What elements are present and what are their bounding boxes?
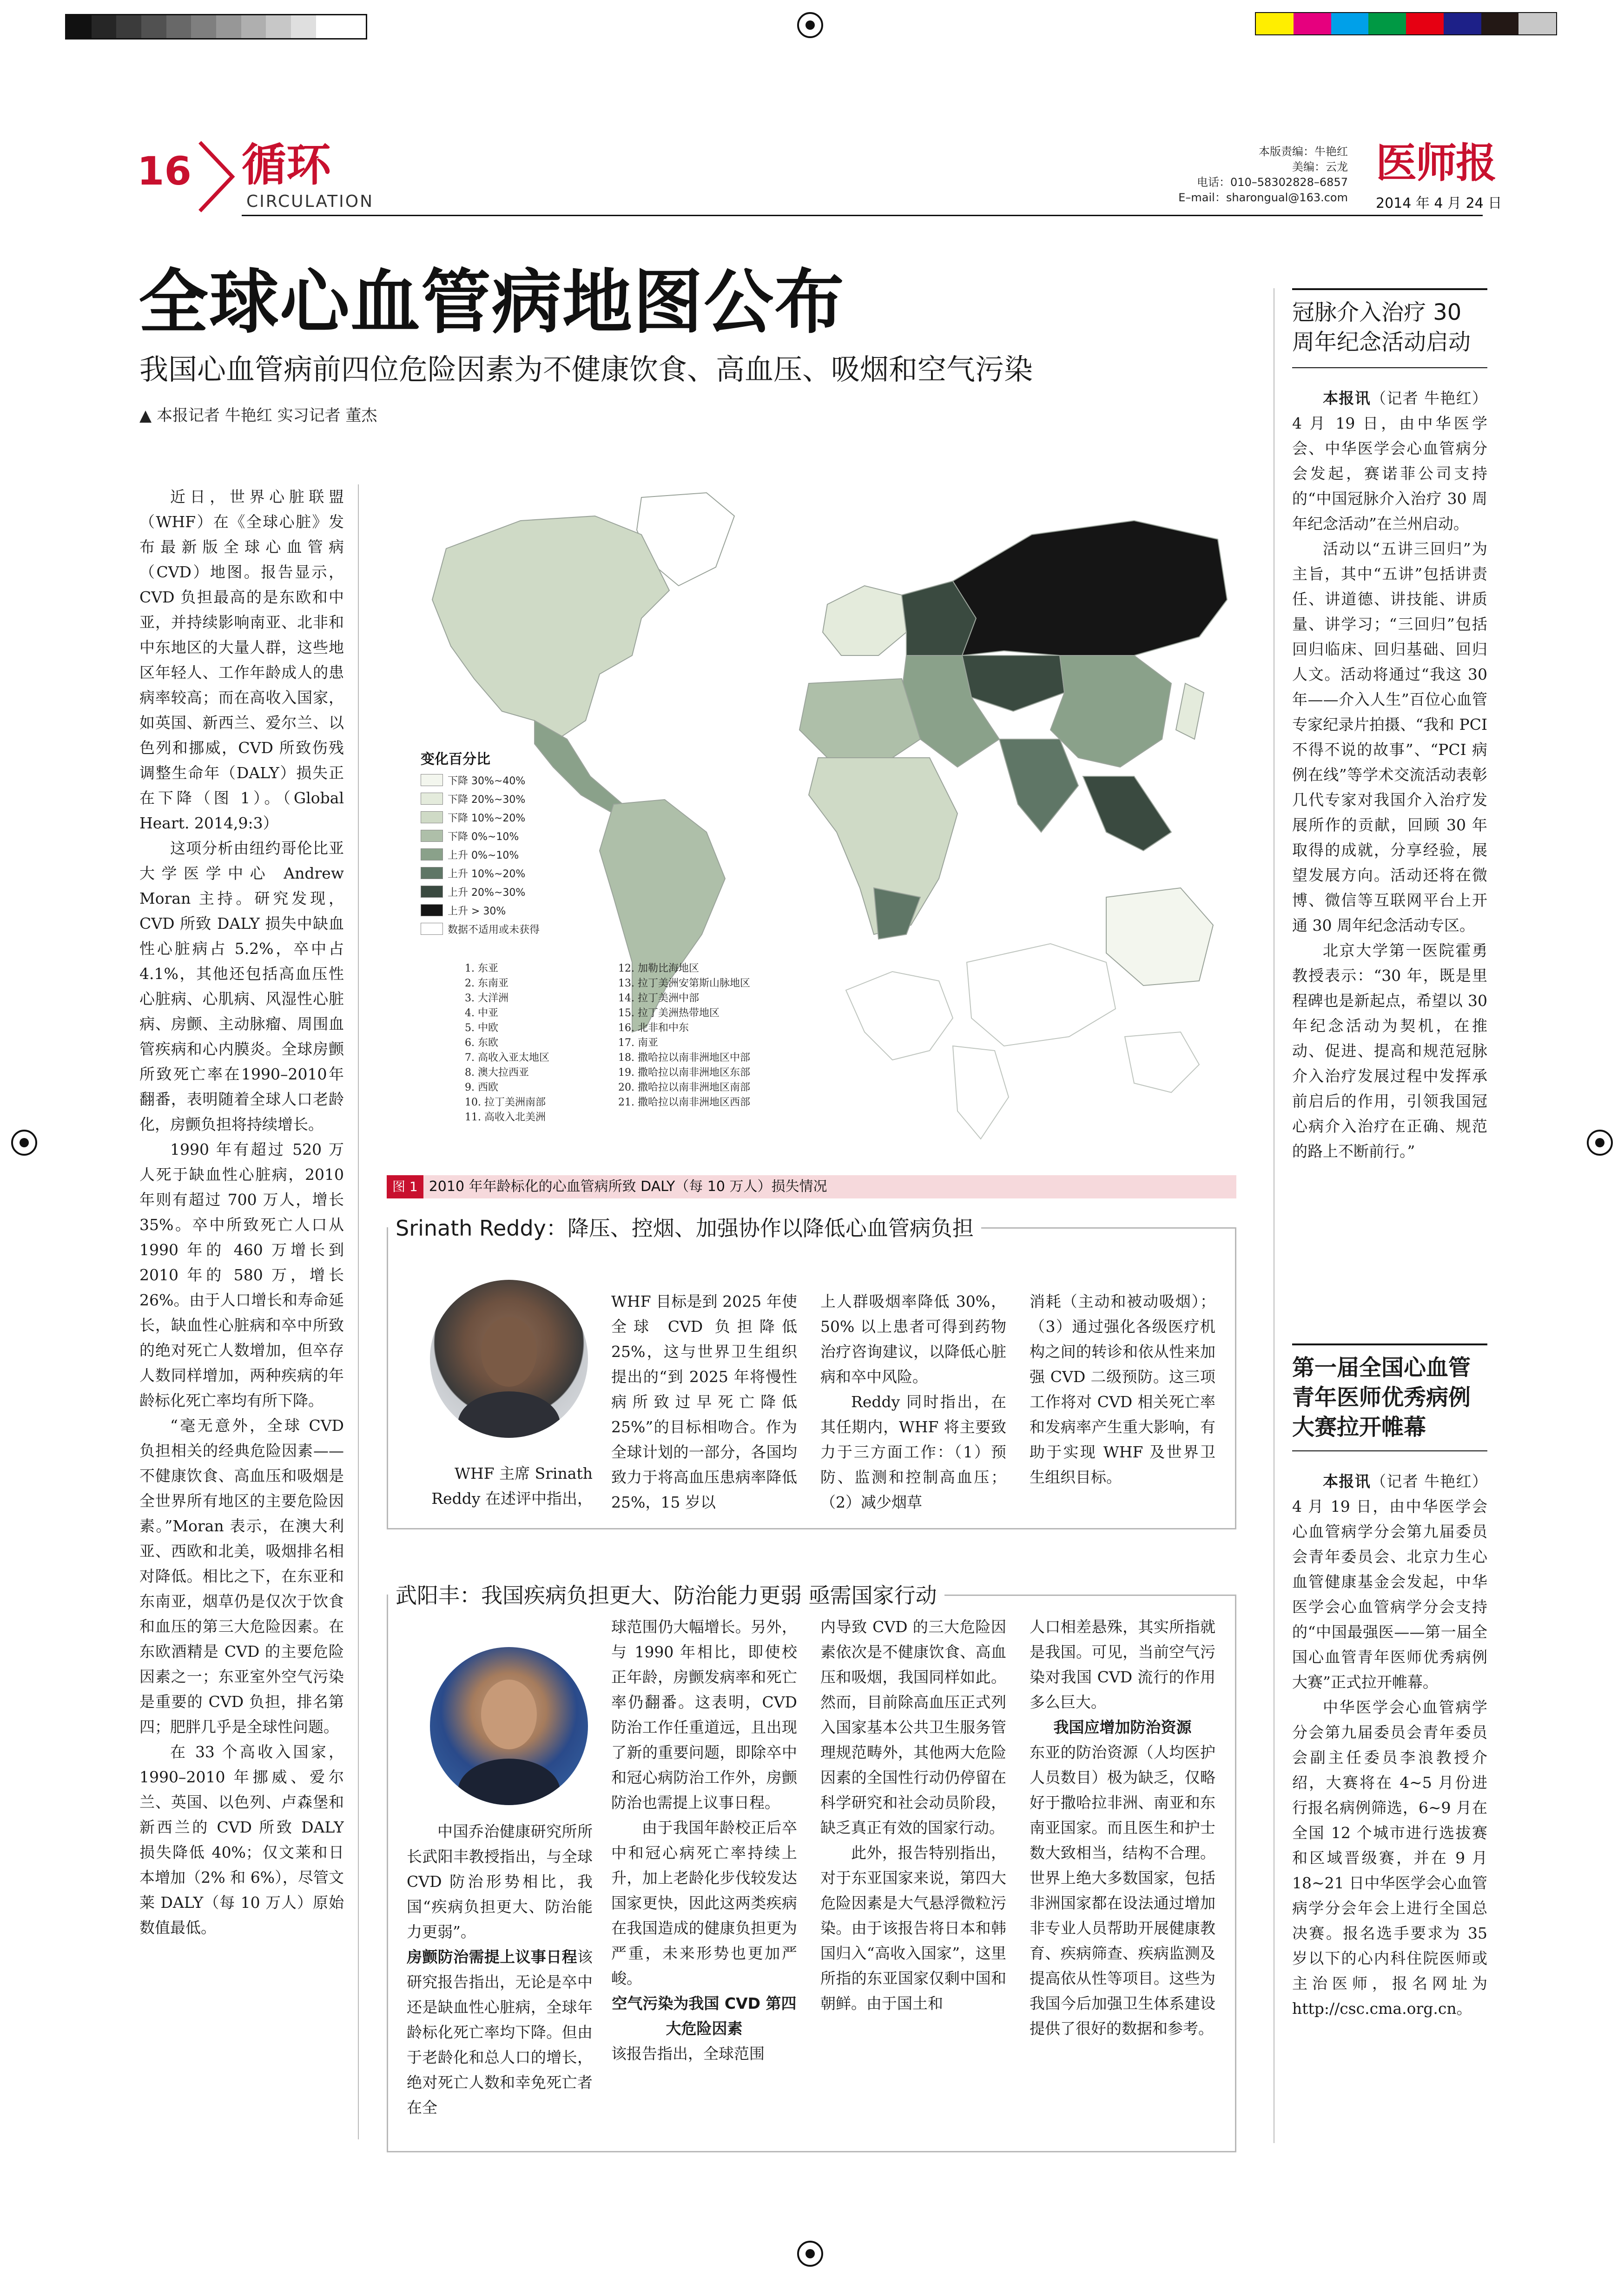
legend-swatch <box>421 793 443 805</box>
legend-label: 下降 30%~40% <box>448 775 526 787</box>
region-item: 19. 撒哈拉以南非洲地区东部 <box>618 1067 750 1079</box>
figure-caption-text: 2010 年年龄标化的心血管病所致 DALY（每 10 万人）损失情况 <box>429 1178 827 1195</box>
legend-item <box>421 882 588 901</box>
gray-swatch <box>191 15 216 38</box>
legend-swatch <box>421 867 443 879</box>
article-column-1 <box>139 484 344 2144</box>
map-legend <box>421 748 588 938</box>
map-china <box>1050 655 1171 767</box>
section-title: 循环 <box>242 139 331 191</box>
legend-item <box>421 808 588 827</box>
box2-photo <box>430 1647 588 1805</box>
interview-box-1 <box>387 1216 1236 1529</box>
gray-swatch <box>241 15 266 38</box>
map-russia <box>953 521 1227 655</box>
box2-heading: 武阳丰：我国疾病负担更大、防治能力更弱 亟需国家行动 <box>388 1582 944 1609</box>
news2-title-rule <box>1292 1450 1487 1451</box>
registration-mark-right <box>1587 1130 1613 1156</box>
region-item: 7. 高收入亚太地区 <box>465 1052 549 1064</box>
map-southeast-asia <box>1083 776 1171 851</box>
color-registration-bar <box>1255 12 1557 35</box>
gray-swatch <box>66 15 92 38</box>
news1-title: 冠脉介入治疗 30 周年纪念活动启动 <box>1292 299 1471 355</box>
legend-swatch <box>421 811 443 823</box>
inset-oceania <box>1125 1032 1199 1092</box>
paragraph: 此外，报告特别指出，对于东亚国家来说，第四大危险因素是大气悬浮微粒污染。由于该报告将日本和韩国归入“高收入国家”，这里所指的东亚国家仅剩中国和朝鲜。由于国土和 <box>820 1844 1006 2012</box>
gray-swatch <box>266 15 291 38</box>
legend-swatch <box>421 923 443 935</box>
article-byline: ▲ 本报记者 牛艳红 实习记者 董杰 <box>139 406 377 425</box>
paragraph: 上人群吸烟率降低 30%，50% 以上患者可得到药物治疗咨询建议，以降低心脏病和卒中风险。 <box>820 1292 1006 1386</box>
gray-swatch <box>316 15 341 38</box>
region-item: 6. 东欧 <box>465 1037 498 1049</box>
article-subtitle: 我国心血管病前四位危险因素为不健康饮食、高血压、吸烟和空气污染 <box>139 352 1033 386</box>
color-swatch <box>1444 13 1481 34</box>
email: E–mail：sharongual@163.com <box>1178 191 1348 204</box>
news1-body <box>1292 386 1487 1339</box>
legend-label: 下降 0%~10% <box>448 831 519 843</box>
box1-col-c <box>820 1289 1006 1522</box>
box2-col-b: 球范围仍大幅增长。另外，与 1990 年相比，即使校正年龄，房颤发病率和死亡率仍翻番。这表明，CVD 防治工作任重道远，且出现了新的重要问题，即除卒中和冠心病防治工作外，房颤防治也需提上议事日程。 由于我国年龄校正后卒中和冠心病死亡率持续上升，加上老龄化步伐较发达国家更快，因此这两类疾病在我国造成的健康负担更为严重，未来形势也更加严峻。 空气污染为我国 CVD 第四大危险因素 该报告指出，全球范围 <box>611 1615 797 2144</box>
legend-item <box>421 845 588 864</box>
news2-title: 第一届全国心血管青年医师优秀病例大赛拉开帷幕 <box>1292 1355 1471 1440</box>
legend-swatch <box>421 830 443 842</box>
region-item: 15. 拉丁美洲热带地区 <box>618 1007 720 1019</box>
sidebar-top-rule <box>1292 288 1487 290</box>
map-australia <box>1106 888 1213 986</box>
color-swatch <box>1256 13 1294 34</box>
legend-label: 下降 10%~20% <box>448 812 526 824</box>
gray-swatch <box>291 15 316 38</box>
box2-col-d: 人口相差悬殊，其实所指就是我国。可见，当前空气污染对我国 CVD 流行的作用多么巨大。 我国应增加防治资源 东亚的防治资源（人均医护人员数目）极为缺乏，仅略好于撒哈拉非洲、南亚和东南亚国家。而且医生和护士数大致相当，结构不合理。世界上绝大多数国家，包括非洲国家都在设法通过增加非专业人员帮助开展健康教育、疾病筛查、疾病监测及提高依从性等项目。这些为我国今后加强卫生体系建设提供了很好的数据和参考。 <box>1030 1618 1215 2038</box>
gray-swatch <box>216 15 241 38</box>
news2-body <box>1292 1469 1487 2148</box>
paragraph: Reddy 同时指出，在其任期内，WHF 将主要致力于三方面工作：（1）预防、监测和控制高血压；（2）减少烟草 <box>820 1393 1006 1511</box>
map-north-africa <box>799 679 920 758</box>
box2-col-a: 中国乔治健康研究所所长武阳丰教授指出，与全球 CVD 防治形势相比，我国“疾病负担更大、防治能力更弱”。 房颤防治需提上议事日程该研究报告指出，无论是卒中还是缺血性心脏病，全球年龄标化死亡率均下降。但由于老龄化和总人口的增长，绝对死亡人数和幸免死亡者在全 <box>407 1822 593 2117</box>
region-item: 21. 撒哈拉以南非洲地区西部 <box>618 1097 750 1108</box>
box2-subhead-3: 我国应增加防治资源 <box>1053 1718 1192 1736</box>
region-item: 13. 拉丁美洲安第斯山脉地区 <box>618 978 750 989</box>
box2-subhead-1: 房颤防治需提上议事日程 <box>407 1948 577 1966</box>
paragraph: 球范围仍大幅增长。另外，与 1990 年相比，即使校正年龄，房颤发病率和死亡率仍翻番。这表明，CVD 防治工作任重道远，且出现了新的重要问题，即除卒中和冠心病防治工作外，房颤防治也需提上议事日程。 <box>611 1618 797 1812</box>
region-list-left <box>465 961 618 1125</box>
header-rule <box>242 215 1483 216</box>
region-item: 18. 撒哈拉以南非洲地区中部 <box>618 1052 750 1064</box>
art-credit: 美编：云龙 <box>1292 160 1348 173</box>
paragraph: 活动以“五讲三回归”为主旨，其中“五讲”包括讲责任、讲道德、讲技能、讲质量、讲学习；“三回归”包括回归临床、回归基础、回归人文。活动将通过“我这 30 年——介入人生”百位心血管专家纪录片拍摄、“我和 PCI 不得不说的故事”、“PCI 病例在线”等学术交流活动表彰几代专家对我国介入治疗发展所作的贡献，回顾 30 年取得的成就，分享经验，展望发展方向。活动还将在微博、微信等互联网平台上开通 30 周年纪念活动专区。 <box>1292 540 1487 934</box>
legend-item <box>421 771 588 789</box>
paragraph: 1990 年有超过 520 万人死于缺血性心脏病，2010 年则有超过 700 万人，增长 35%。卒中所致死亡人口从 1990 年的 460 万增长到 2010 年的 580 万，增长 26%。由于人口增长和寿命延长，缺血性心脏病和卒中所致的绝对死亡人数增加，但卒存人数同样增加，两种疾病的年龄标化死亡率均有所下降。 <box>139 1140 344 1410</box>
phone: 电话：010–58302828–6857 <box>1196 176 1348 189</box>
region-item: 4. 中亚 <box>465 1007 498 1019</box>
region-item: 2. 东南亚 <box>465 978 508 989</box>
legend-item <box>421 864 588 882</box>
paragraph: 这项分析由纽约哥伦比亚大学医学中心 Andrew Moran 主持。研究发现，CVD 所致 DALY 损失中缺血性心脏病占 5.2%，卒中占 4.1%，其他还包括高血压性心脏病、心肌病、风湿性心脏病、房颤、主动脉瘤、周围血管疾病和心内膜炎。全球房颤所致死亡率在1990–2010年翻番，表明随着全球人口老龄化，房颤负担将持续增长。 <box>139 839 344 1133</box>
map-japan <box>1176 683 1204 739</box>
inset-americas <box>846 972 953 1060</box>
news1-title-rule <box>1292 367 1487 368</box>
gray-registration-bar <box>65 14 367 40</box>
issue-date: 2014 年 4 月 24 日 <box>1376 195 1502 212</box>
news2-top-rule <box>1292 1343 1487 1345</box>
section-title-en: CIRCULATION <box>246 192 374 211</box>
color-swatch <box>1331 13 1369 34</box>
article-title: 全球心血管病地图公布 <box>139 261 845 343</box>
legend-item <box>421 901 588 920</box>
color-swatch <box>1406 13 1444 34</box>
region-item: 12. 加勒比海地区 <box>618 963 699 974</box>
box1-col-b: WHF 目标是到 2025 年使全球 CVD 负担降低 25%，这与世界卫生组织提出的“到 2025 年将慢性病所致过早死亡降低 25%”的目标相吻合。作为全球计划的一部分，各国均致力于将高血压患病率降低 25%，15 岁以 <box>611 1292 797 1511</box>
paragraph: 本报讯（记者 牛艳红）4 月 19 日，由中华医学会心血管病学分会第九届委员会青年委员会、北京力生心血管健康基金会发起，中华医学会心血管病学分会支持的“中国最强医——第一届全国心血管青年医师优秀病例大赛”正式拉开帷幕。 <box>1292 1472 1487 1691</box>
paragraph: 本报讯（记者 牛艳红）4 月 19 日，由中华医学会、中华医学会心血管病分会发起，赛诺菲公司支持的“中国冠脉介入治疗 30 周年纪念活动”在兰州启动。 <box>1292 389 1487 533</box>
column-rule <box>358 484 359 2139</box>
map-central-asia <box>962 655 1064 711</box>
region-item: 10. 拉丁美洲南部 <box>465 1097 546 1108</box>
news-lead: 本报讯 <box>1323 1472 1371 1490</box>
legend-title: 变化百分比 <box>421 751 490 768</box>
color-swatch <box>1368 13 1406 34</box>
color-swatch <box>1294 13 1331 34</box>
paragraph: 在 33 个高收入国家，1990–2010 年挪威、爱尔兰、英国、以色列、卢森堡和新西兰的 CVD 所致 DALY 损失降低 40%；仅文莱和日本增加（2% 和 6%），尽管文莱 DALY（每 10 万人）原始数值最低。 <box>139 1743 344 1937</box>
inset-eurasia <box>967 944 1116 1046</box>
color-swatch <box>1518 13 1556 34</box>
inset-africa <box>953 1046 1009 1139</box>
region-item: 17. 南亚 <box>618 1037 658 1049</box>
box1-col-d: 消耗（主动和被动吸烟）；（3）通过强化各级医疗机构之间的转诊和依从性来加强 CVD 二级预防。这三项工作将对 CVD 相关死亡率和发病率产生重大影响，有助于实现 WHF 及世界卫生组织目标。 <box>1030 1292 1215 1486</box>
legend-label: 上升 20%~30% <box>448 887 526 899</box>
paragraph: “毫无意外，全球 CVD 负担相关的经典危险因素——不健康饮食、高血压和吸烟是全世界所有地区的主要危险因素。”Moran 表示，在澳大利亚、西欧和北美，吸烟排名相对降低。相比之下，在东亚和东南亚，烟草仍是仅次于饮食和血压的第三大危险因素。在东欧酒精是 CVD 的主要危险因素之一；东亚室外空气污染是重要的 CVD 负担，排名第四；肥胖几乎是全球性问题。 <box>139 1416 344 1736</box>
gray-swatch <box>341 15 366 38</box>
registration-mark-left <box>11 1130 37 1156</box>
region-item: 5. 中欧 <box>465 1022 498 1034</box>
paragraph: 内导致 CVD 的三大危险因素依次是不健康饮食、高血压和吸烟，我国同样如此。然而，目前除高血压正式列入国家基本公共卫生服务管理规范畴外，其他两大危险因素的全国性行动仍停留在科学研究和社会动员阶段，缺乏真正有效的国家行动。 <box>820 1618 1006 1837</box>
region-list-right <box>618 961 813 1110</box>
paragraph: 近日，世界心脏联盟（WHF）在《全球心脏》发布最新版全球心血管病（CVD）地图。报告显示，CVD 负担最高的是东欧和中亚，并持续影响南亚、北非和中东地区的大量人群，这些地区年轻人、工作年龄成人的患病率较高；而在高收入国家，如英国、新西兰、爱尔兰、以色列和挪威，CVD 所致伤残调整生命年（DALY）损失正在下降（图 1）。（Global Heart. 2014,9:3） <box>139 488 344 832</box>
interview-box-2 <box>387 1583 1236 2152</box>
legend-swatch <box>421 774 443 786</box>
registration-mark-top <box>797 12 823 38</box>
legend-item <box>421 827 588 845</box>
header-chevron-icon <box>195 139 239 214</box>
region-item: 1. 东亚 <box>465 963 498 974</box>
region-item: 20. 撒哈拉以南非洲地区南部 <box>618 1082 750 1093</box>
map-europe-west <box>823 586 906 655</box>
legend-swatch <box>421 886 443 898</box>
box2-subhead-2: 空气污染为我国 CVD 第四大危险因素 <box>612 1994 797 2038</box>
gray-swatch <box>116 15 141 38</box>
legend-label: 下降 20%~30% <box>448 794 526 806</box>
legend-item <box>421 920 588 938</box>
legend-swatch <box>421 848 443 860</box>
page-number: 16 <box>137 148 191 194</box>
region-item: 14. 拉丁美洲中部 <box>618 993 699 1004</box>
gray-swatch <box>166 15 191 38</box>
header-info <box>1162 144 1348 205</box>
region-item: 16. 北非和中东 <box>618 1022 689 1034</box>
region-item: 11. 高收入北美洲 <box>465 1112 546 1123</box>
map-southern-africa <box>874 888 920 939</box>
legend-label: 数据不适用或未获得 <box>448 924 540 936</box>
registration-mark-bottom <box>797 2241 823 2267</box>
box1-heading: Srinath Reddy：降压、控烟、加强协作以降低心血管病负担 <box>388 1215 981 1242</box>
color-swatch <box>1481 13 1519 34</box>
box1-photo <box>430 1280 588 1438</box>
figure-caption <box>387 1175 1236 1198</box>
gray-swatch <box>92 15 117 38</box>
paragraph: 中华医学会心血管病学分会第九届委员会青年委员会副主任委员李浪教授介绍，大赛将在 4~5 月份进行报名病例筛选，6~9 月在全国 12 个城市进行选拔赛和区域晋级赛，并在 9 月 18~21 日中华医学会心血管病学分会年会上进行全国总决赛。报名选手要求为 35 岁以下的心内科住院医师或主治医师，报名网址为 http://csc.cma.org.cn。 <box>1292 1698 1487 2018</box>
region-item: 3. 大洋洲 <box>465 993 508 1004</box>
gray-swatch <box>141 15 166 38</box>
map-south-asia <box>999 739 1078 832</box>
legend-item <box>421 789 588 808</box>
editor-credit: 本版责编：牛艳红 <box>1259 145 1348 158</box>
map-north-america <box>432 516 669 739</box>
legend-label: 上升 0%~10% <box>448 849 519 861</box>
box2-col-c <box>820 1615 1006 2144</box>
box1-col-a: WHF 主席 Srinath Reddy 在述评中指出， <box>431 1464 593 1508</box>
legend-swatch <box>421 904 443 916</box>
legend-label: 上升 10%~20% <box>448 868 526 880</box>
legend-label: 上升 > 30% <box>448 905 506 917</box>
region-item: 8. 澳大拉西亚 <box>465 1067 529 1079</box>
region-item: 9. 西欧 <box>465 1082 498 1093</box>
masthead-logo: 医师报 <box>1376 139 1496 187</box>
news-lead: 本报讯 <box>1323 389 1371 407</box>
paragraph: 由于我国年龄校正后卒中和冠心病死亡率持续上升，加上老龄化步伐较发达国家更快，因此这两类疾病在我国造成的健康负担更为严重，未来形势也更加严峻。 <box>611 1819 797 1987</box>
paragraph: 北京大学第一医院霍勇教授表示：“30 年，既是里程碑也是新起点，希望以 30 年纪念活动为契机，在推动、促进、提高和规范冠脉介入治疗发展过程中发挥承前启后的作用，引领我国冠心病介入治疗在正确、规范的路上不断前行。” <box>1292 941 1487 1160</box>
figure-caption-tag: 图 1 <box>387 1175 423 1198</box>
